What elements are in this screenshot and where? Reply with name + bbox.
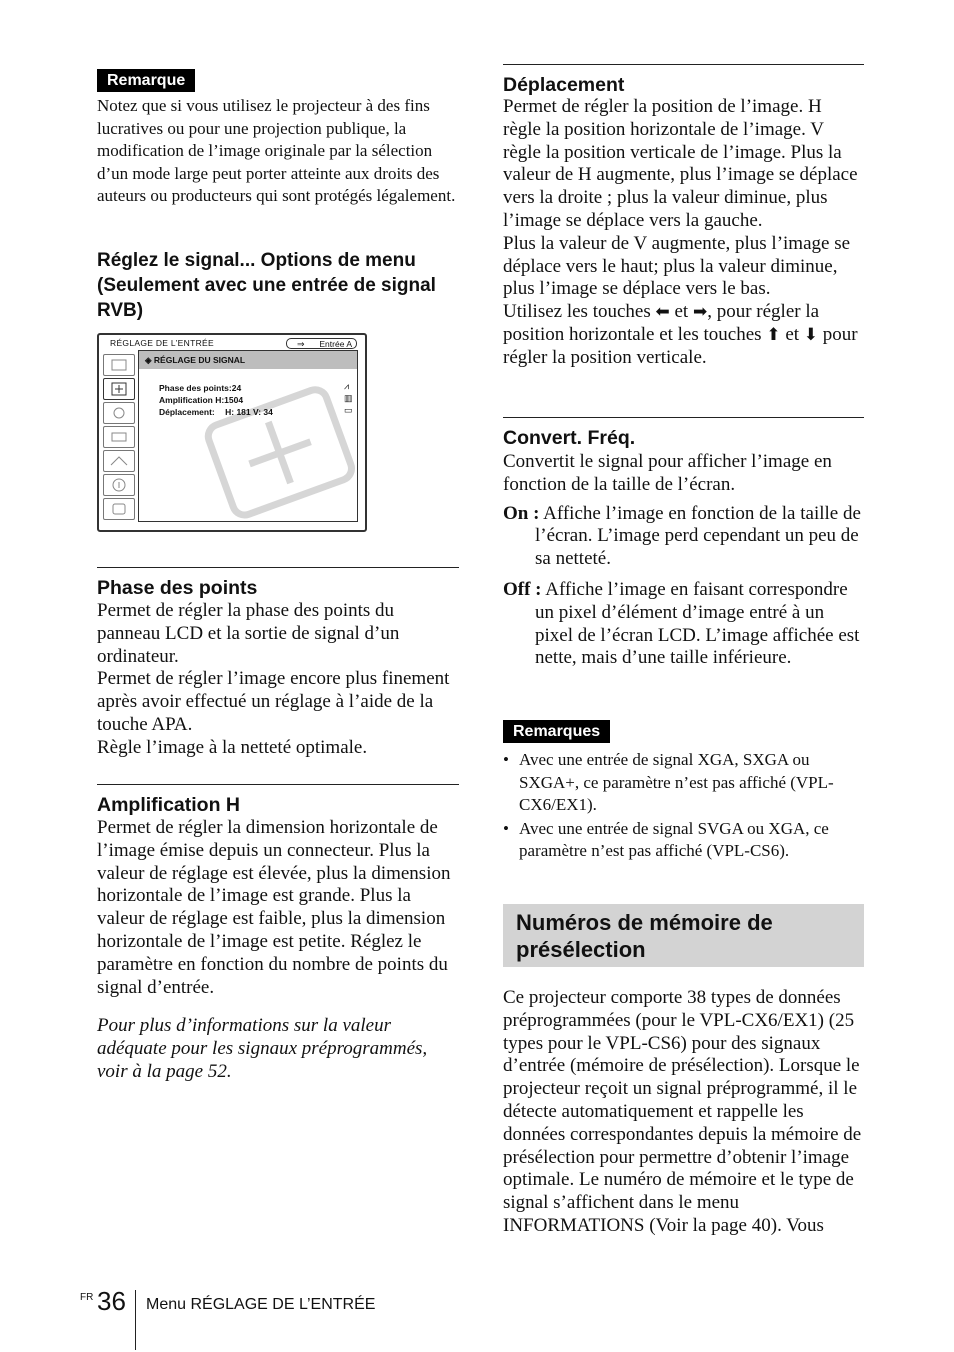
menu-screenshot bbox=[97, 333, 367, 532]
signal-panel-header bbox=[139, 351, 357, 369]
footer-section: Menu RÉGLAGE DE L’ENTRÉE bbox=[146, 1296, 376, 1313]
amplification-reference: Pour plus d’informations sur la valeur adéquate pour les signaux préprogrammés, voir à la page 52. bbox=[97, 1015, 428, 1082]
information-icon bbox=[103, 474, 135, 496]
convert-body: Convertit le signal pour afficher l’image en fonction de la taille de l’écran. On : Affiche l’image en fonction de la taille de l’écran. L’image perd cependant un peu de sa netteté. Off : Affiche l’image en faisant correspondre un pixel d’élément d’image entré à un pixel de l’écran LCD. L’image affichée est nette, mais d’une taille inférieure. bbox=[503, 451, 864, 678]
convert-heading: Convert. Fréq. bbox=[503, 417, 864, 450]
signal-panel bbox=[138, 350, 358, 522]
amplification-row: Amplification H:1504 bbox=[159, 395, 244, 405]
setting-icon-7 bbox=[103, 498, 135, 520]
convert-off-definition: Off : Affiche l’image en faisant correspondre un pixel d’élément d’image entré à un pixel de l’écran LCD. L’image affichée est nette, mais d’une taille inférieure. bbox=[503, 578, 860, 669]
deplacement-heading: Déplacement bbox=[503, 64, 864, 97]
phase-indicator-icon: ⩘ bbox=[344, 381, 350, 391]
down-arrow-icon: ⬇ bbox=[803, 324, 819, 345]
signal-panel-title: RÉGLAGE DU SIGNAL bbox=[153, 355, 246, 365]
shift-indicator-icon: ▭ bbox=[344, 405, 353, 415]
phase-body: Permet de régler la phase des points du panneau LCD et la sortie de signal d’un ordinateur. Permet de régler l’image encore plus finement après avoir effectué un réglage à l’aide de la touche APA. Règle l’image à la netteté optimale. bbox=[97, 600, 450, 758]
page-number: 36 bbox=[97, 1286, 126, 1316]
setting-icon-5 bbox=[103, 450, 135, 472]
menu-input-label: Entrée A bbox=[319, 339, 352, 349]
phase-heading: Phase des points bbox=[97, 567, 459, 600]
footer-divider bbox=[135, 1290, 136, 1350]
right-arrow-icon: ➡ bbox=[692, 302, 708, 323]
row-indicator-icons bbox=[344, 380, 353, 416]
convert-on-definition: On : Affiche l’image en fonction de la taille de l’écran. L’image perd cependant un peu de sa netteté. bbox=[503, 502, 861, 570]
signal-icon: ◈ bbox=[145, 355, 152, 365]
note-item: • Avec une entrée de signal XGA, SXGA ou SXGA+, ce paramètre n’est pas affiché (VPL-CX6/EX1). bbox=[503, 749, 864, 817]
setting-icon-4 bbox=[103, 426, 135, 448]
amplification-indicator-icon: ▥ bbox=[344, 393, 353, 403]
deplacement-body: Permet de régler la position de l’image. H règle la position horizontale de l’image. V règle la position verticale de l’image. Plus la valeur de H augmente, plus l’image se déplace vers la droite ; plus la valeur diminue, plus l’image se déplace vers la gauche. Plus la valeur de V augmente, plus l’image se déplace vers le haut; plus la valeur diminue, plus l’image se déplace vers le bas. Utilisez les touches ⬅ et ➡, pour régler la position horizontale et les touches ⬆ et ⬇ pour régler la position verticale. bbox=[503, 96, 858, 368]
up-arrow-icon: ⬆ bbox=[766, 324, 781, 345]
memoire-body: Ce projecteur comporte 38 types de données préprogrammées (pour le VPL-CX6/EX1) (25 types pour le VPL-CS6) pour des signaux d’entrée (mémoire de présélection). Lorsque le projecteur reçoit un signal préprogrammé, il le détecte automatiquement et rappelle les données correspondantes depuis la mémoire de présélection pour permettre d’obtenir l’image optimale. Le numéro de mémoire et le type de signal s’affichent dans le menu INFORMATIONS (Voir la page 40). Vous bbox=[503, 987, 862, 1236]
phase-row: Phase des points:24 bbox=[159, 383, 242, 393]
picture-menu-icon bbox=[103, 354, 135, 376]
menu-input-indicator bbox=[286, 338, 357, 349]
setting-icon-3 bbox=[103, 402, 135, 424]
notes-badge: Remarques bbox=[503, 720, 610, 743]
note-text: Notez que si vous utilisez le projecteur à des fins lucratives ou pour une projection publique, la modification de l’image originale par la sélection d’un mode large peut porter atteinte aux droits des auteurs ou producteurs qui sont protégés légalement. bbox=[97, 96, 456, 206]
notes-list bbox=[503, 749, 864, 864]
amplification-heading: Amplification H bbox=[97, 784, 459, 817]
menu-options-heading: Réglez le signal... Options de menu (Seulement avec une entrée de signal RVB) bbox=[97, 250, 436, 321]
memoire-banner: Numéros de mémoire de présélection bbox=[503, 904, 864, 967]
input-setting-icon bbox=[103, 378, 135, 400]
language-code: FR bbox=[80, 1292, 94, 1303]
left-arrow-icon: ⬅ bbox=[655, 302, 670, 323]
note-item: • Avec une entrée de signal SVGA ou XGA, ce paramètre n’est pas affiché (VPL-CS6). bbox=[503, 818, 864, 863]
note-badge: Remarque bbox=[97, 69, 195, 92]
shift-row: Déplacement: H: 181 V: 34 bbox=[159, 407, 273, 417]
input-arrow-icon: ⇒ bbox=[297, 339, 305, 349]
menu-title: RÉGLAGE DE L’ENTRÉE bbox=[110, 338, 214, 348]
amplification-body: Permet de régler la dimension horizontale de l’image émise depuis un connecteur. Plus la valeur de réglage est élevée, plus la dimension horizontale de l’image est grande. Plus la valeur de réglage est faible, plus la dimension horizontale de l’image est petite. Réglez le paramètre en fonction du nombre de points du signal d’entrée. bbox=[97, 817, 451, 998]
